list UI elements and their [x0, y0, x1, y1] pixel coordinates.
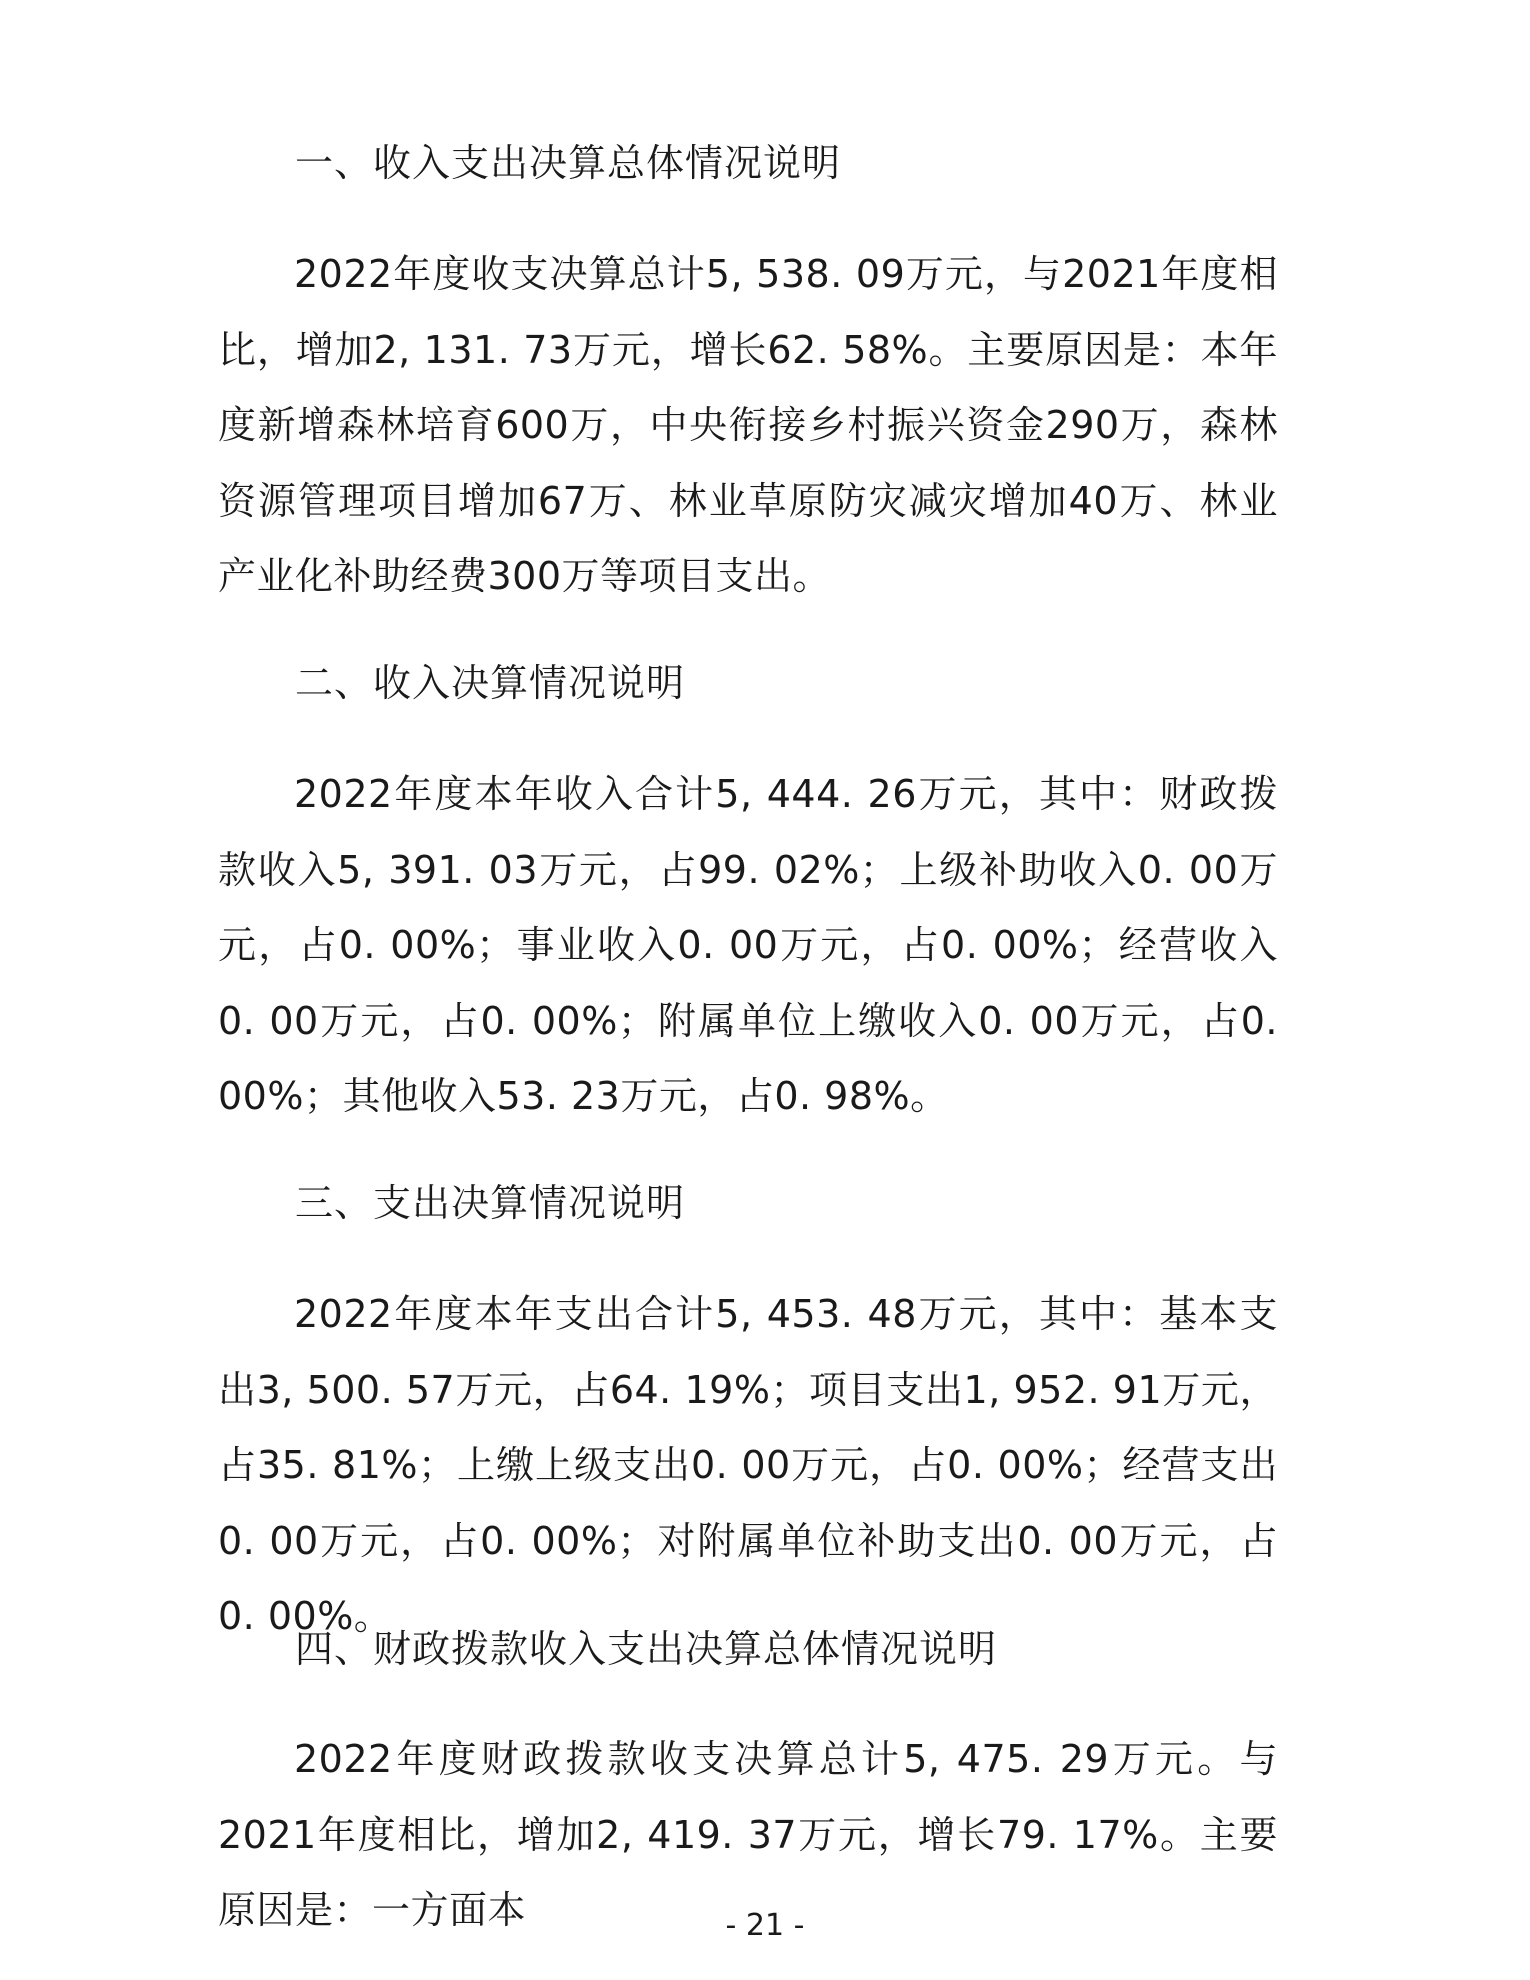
- section-2-body: 2022年度本年收入合计5, 444. 26万元，其中：财政拨款收入5, 391. 03万元，占99. 02%；上级补助收入0. 00万元，占0. 00%；事业收入0. 00万元，占0. 00%；经营收入0. 00万元，占0. 00%；附属单位上缴收入0. 00万元，占0. 00%；其他收入53. 23万元，占0. 98%。: [218, 772, 1278, 1118]
- section-3-body: 2022年度本年支出合计5, 453. 48万元，其中：基本支出3, 500. 57万元，占64. 19%；项目支出1, 952. 91万元，占35. 81%；上缴上级支出0. 00万元，占0. 00%；经营支出0. 00万元，占0. 00%；对附属单位补助支出0. 00万元，占0. 00%。: [218, 1292, 1278, 1638]
- section-2-heading: 二、收入决算情况说明: [295, 661, 686, 705]
- page-number: - 21 -: [725, 1908, 805, 1943]
- section-1-body: 2022年度收支决算总计5, 538. 09万元，与2021年度相比，增加2, 131. 73万元，增长62. 58%。主要原因是：本年度新增森林培育600万，中央衔接乡村振兴资金290万，森林资源管理项目增加67万、林业草原防灾减灾增加40万、林业产业化补助经费300万等项目支出。: [218, 252, 1278, 598]
- section-4-heading: 四、财政拨款收入支出决算总体情况说明: [295, 1627, 998, 1671]
- section-3-heading: 三、支出决算情况说明: [295, 1181, 686, 1225]
- section-1-heading: 一、收入支出决算总体情况说明: [295, 141, 842, 185]
- section-4-body: 2022年度财政拨款收支决算总计5, 475. 29万元。与2021年度相比，增加2, 419. 37万元，增长79. 17%。主要原因是：一方面本: [218, 1737, 1278, 1932]
